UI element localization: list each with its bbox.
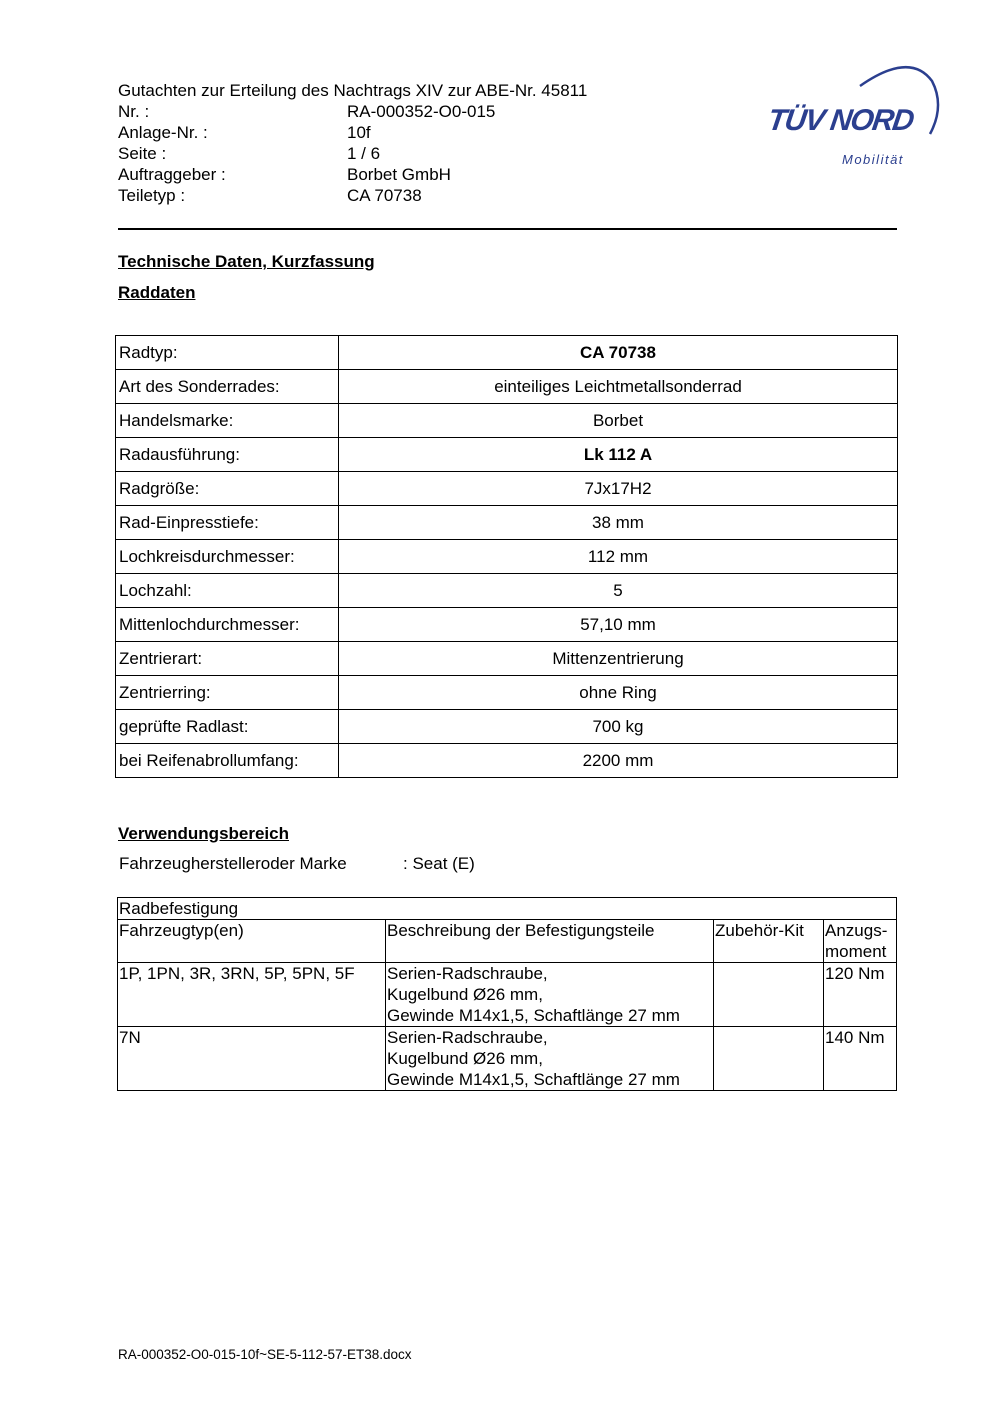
- table-row: [116, 506, 898, 540]
- header-value: 10f: [347, 123, 371, 142]
- befestigung-table: [117, 897, 897, 1091]
- row-label: Lochkreisdurchmesser:: [116, 540, 339, 574]
- row-label: Radausführung:: [116, 438, 339, 472]
- row-value: 7Jx17H2: [339, 472, 898, 506]
- desc-line: Serien-Radschraube,: [387, 964, 548, 983]
- row-value: 5: [339, 574, 898, 608]
- header-label: Nr. :: [118, 102, 150, 121]
- raddaten-table: [115, 335, 898, 778]
- row-value: 112 mm: [339, 540, 898, 574]
- cell-fahrzeugtyp: 1P, 1PN, 3R, 3RN, 5P, 5PN, 5F: [118, 963, 386, 1027]
- header-anzugsmoment-line2: moment: [825, 942, 887, 961]
- row-value: einteiliges Leichtmetallsonderrad: [339, 370, 898, 404]
- document-header: [118, 80, 587, 206]
- table-row: [116, 710, 898, 744]
- table-row: [116, 404, 898, 438]
- header-value: 1 / 6: [347, 144, 381, 163]
- desc-line: Gewinde M14x1,5, Schaftlänge 27 mm: [387, 1070, 680, 1089]
- header-fahrzeugtyp: Fahrzeugtyp(en): [118, 920, 386, 963]
- row-label: Zentrierring:: [116, 676, 339, 710]
- header-anzugsmoment: [824, 920, 897, 963]
- row-label: Lochzahl:: [116, 574, 339, 608]
- tuev-nord-logo: [760, 56, 945, 171]
- desc-line: Kugelbund Ø26 mm,: [387, 1049, 543, 1068]
- table-row: [116, 336, 898, 370]
- desc-line: Serien-Radschraube,: [387, 1028, 548, 1047]
- cell-anzugsmoment: 140 Nm: [824, 1027, 897, 1091]
- cell-zubehoer-kit: [714, 1027, 824, 1091]
- table-row: [116, 608, 898, 642]
- header-label: Anlage-Nr. :: [118, 123, 208, 142]
- header-value: RA-000352-O0-015: [347, 102, 496, 121]
- table-row: [116, 370, 898, 404]
- row-label: bei Reifenabrollumfang:: [116, 744, 339, 778]
- header-anzugsmoment-line1: Anzugs-: [825, 921, 888, 940]
- raddaten-title: Raddaten: [118, 283, 196, 302]
- verwendung-title: Verwendungsbereich: [118, 824, 289, 843]
- logo-brand: TÜV NORD: [765, 104, 916, 137]
- row-label: Zentrierart:: [116, 642, 339, 676]
- hersteller-label: Fahrzeugherstelleroder Marke: [119, 854, 347, 873]
- hersteller-value: : Seat (E): [403, 854, 475, 873]
- header-row-auftraggeber: [118, 164, 587, 185]
- header-label: Seite :: [118, 144, 167, 163]
- header-beschreibung: Beschreibung der Befestigungsteile: [386, 920, 714, 963]
- cell-fahrzeugtyp: 7N: [118, 1027, 386, 1091]
- row-value: 57,10 mm: [339, 608, 898, 642]
- table-row: [116, 642, 898, 676]
- table-title-row: [118, 898, 897, 920]
- header-value: Borbet GmbH: [347, 165, 451, 184]
- header-divider: [118, 228, 897, 230]
- row-label: Radgröße:: [116, 472, 339, 506]
- header-row-nr: [118, 101, 587, 122]
- row-label: Art des Sonderrades:: [116, 370, 339, 404]
- befestigung-title: Radbefestigung: [118, 898, 897, 920]
- table-row: [118, 1027, 897, 1091]
- row-value: ohne Ring: [339, 676, 898, 710]
- header-label: Auftraggeber :: [118, 165, 226, 184]
- row-value: 2200 mm: [339, 744, 898, 778]
- row-label: Rad-Einpresstiefe:: [116, 506, 339, 540]
- desc-line: Kugelbund Ø26 mm,: [387, 985, 543, 1004]
- desc-line: Gewinde M14x1,5, Schaftlänge 27 mm: [387, 1006, 680, 1025]
- header-row-teiletyp: [118, 185, 587, 206]
- table-row: [116, 676, 898, 710]
- row-value: 700 kg: [339, 710, 898, 744]
- table-row: [116, 744, 898, 778]
- header-row-seite: [118, 143, 587, 164]
- table-header-row: [118, 920, 897, 963]
- header-label: Teiletyp :: [118, 186, 186, 205]
- row-value: CA 70738: [339, 336, 898, 370]
- table-row: [118, 963, 897, 1027]
- cell-anzugsmoment: 120 Nm: [824, 963, 897, 1027]
- header-value: CA 70738: [347, 186, 422, 205]
- footer-filename: RA-000352-O0-015-10f~SE-5-112-57-ET38.docx: [118, 1347, 412, 1362]
- table-row: [116, 540, 898, 574]
- cell-zubehoer-kit: [714, 963, 824, 1027]
- row-value: Lk 112 A: [339, 438, 898, 472]
- row-label: Mittenlochdurchmesser:: [116, 608, 339, 642]
- logo-sub: Mobilität: [842, 152, 904, 167]
- section-title: Technische Daten, Kurzfassung: [118, 252, 375, 271]
- row-label: Radtyp:: [116, 336, 339, 370]
- hersteller-line: [119, 854, 475, 874]
- row-label: Handelsmarke:: [116, 404, 339, 438]
- header-row-anlage: [118, 122, 587, 143]
- table-row: [116, 574, 898, 608]
- header-title: Gutachten zur Erteilung des Nachtrags XIV zur ABE-Nr. 45811: [118, 81, 588, 100]
- table-row: [116, 472, 898, 506]
- row-value: Mittenzentrierung: [339, 642, 898, 676]
- header-zubehoer-kit: Zubehör-Kit: [714, 920, 824, 963]
- row-value: 38 mm: [339, 506, 898, 540]
- cell-beschreibung: [386, 963, 714, 1027]
- cell-beschreibung: [386, 1027, 714, 1091]
- row-value: Borbet: [339, 404, 898, 438]
- row-label: geprüfte Radlast:: [116, 710, 339, 744]
- table-row: [116, 438, 898, 472]
